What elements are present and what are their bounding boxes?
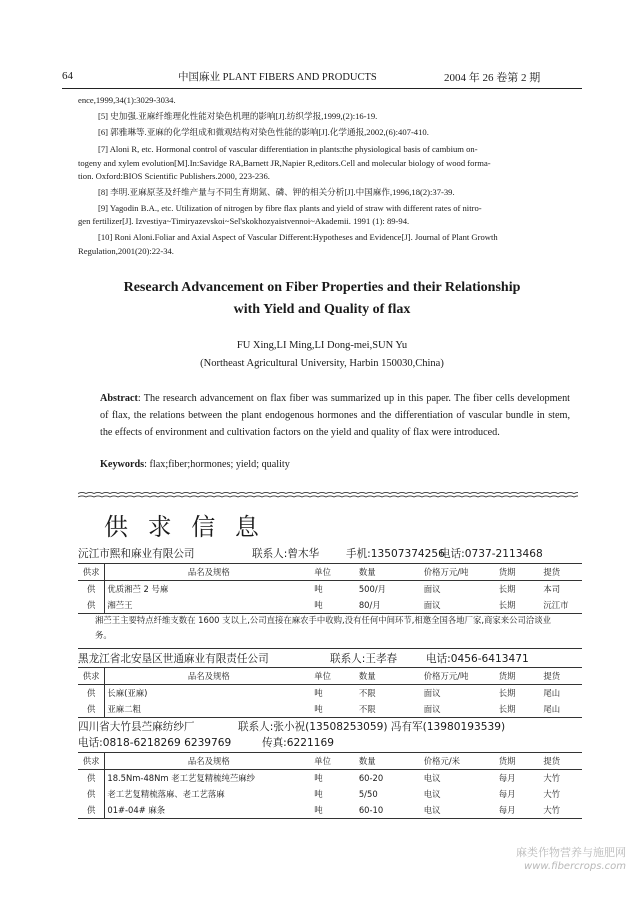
col-header: 品名及规格 bbox=[105, 753, 312, 770]
company1-name: 沅江市熙和麻业有限公司 bbox=[78, 548, 195, 560]
col-header: 货期 bbox=[497, 753, 542, 770]
cell: 每月 bbox=[498, 789, 516, 799]
cell: 大竹 bbox=[543, 789, 561, 799]
col-header: 供求 bbox=[78, 753, 105, 770]
company3-phone: 电话:0818-6218269 6239769 bbox=[78, 737, 232, 749]
supply-section-title: 供 求 信 息 bbox=[104, 513, 265, 541]
cell: 亚麻二粗 bbox=[107, 704, 141, 714]
cell: 60-20 bbox=[358, 773, 384, 783]
cell: 每月 bbox=[498, 773, 516, 783]
cell: 80/月 bbox=[358, 600, 381, 610]
table-row bbox=[78, 786, 582, 802]
article-title-line1: Research Advancement on Fiber Properties and their Relationship bbox=[123, 280, 521, 295]
cell: 长期 bbox=[498, 584, 516, 594]
cell: 面议 bbox=[423, 600, 441, 610]
reference-line: gen fertilizer[J]. Izvestiya~Timiryazevskoi~Sel'skokhozyaistvennoi~Akademii. 1991 (1): 89-94. bbox=[78, 216, 410, 226]
watermark-line2: www.fibercrops.com bbox=[524, 861, 626, 872]
cell: 吨 bbox=[314, 688, 323, 698]
article-authors: FU Xing,LI Ming,LI Dong-mei,SUN Yu bbox=[236, 340, 408, 351]
cell: 面议 bbox=[423, 688, 441, 698]
cell: 供 bbox=[78, 802, 105, 819]
col-header: 提货 bbox=[541, 753, 582, 770]
company3-table bbox=[78, 752, 582, 819]
col-header: 供求 bbox=[78, 564, 105, 581]
company1-contact: 联系人:曾木华 bbox=[252, 548, 320, 560]
table-row bbox=[78, 802, 582, 819]
company1-note: 湘苎王主要特点纤维支数在 1600 支以上,公司直接在麻农手中收购,没有任何中间环节,相邀全国各地厂家,商家来公司洽谈业务。 bbox=[95, 615, 552, 640]
cell: 本司 bbox=[543, 584, 561, 594]
col-header: 单位 bbox=[312, 564, 357, 581]
article-affiliation: (Northeast Agricultural University, Harbin 150030,China) bbox=[200, 358, 444, 369]
cell: 吨 bbox=[314, 789, 323, 799]
cell: 湘苎王 bbox=[107, 600, 133, 610]
site-watermark bbox=[516, 846, 626, 873]
table-header-row bbox=[78, 564, 582, 581]
abstract bbox=[100, 390, 570, 441]
cell: 优质湘苎 2 号麻 bbox=[107, 584, 169, 594]
cell: 沅江市 bbox=[543, 600, 569, 610]
header-rule bbox=[62, 88, 582, 89]
cell: 长期 bbox=[498, 688, 516, 698]
keywords-label: Keywords bbox=[100, 459, 145, 470]
reference-line: [8] 李明.亚麻原茎及纤维产量与不同生育期氮、磷、钾的相关分析[J].中国麻作,1996,18(2):37-39. bbox=[98, 187, 455, 197]
cell: 电议 bbox=[423, 789, 441, 799]
cell: 吨 bbox=[314, 704, 323, 714]
article-title-line2: with Yield and Quality of flax bbox=[233, 302, 411, 317]
reference-line: [6] 郭雅琳等.亚麻的化学组成和微观结构对染色性能的影响[J].化学通报,2002,(6):407-410. bbox=[98, 127, 429, 137]
cell: 供 bbox=[78, 786, 105, 802]
cell: 电议 bbox=[423, 773, 441, 783]
cell: 不限 bbox=[358, 704, 376, 714]
cell: 长期 bbox=[498, 600, 516, 610]
col-header: 数量 bbox=[357, 564, 422, 581]
col-header: 提货 bbox=[541, 564, 582, 581]
table-row bbox=[78, 581, 582, 598]
company3-contact: 联系人:张小祝(13508253059) 冯有军(13980193539) bbox=[238, 721, 506, 733]
cell: 面议 bbox=[423, 584, 441, 594]
col-header: 单位 bbox=[312, 753, 357, 770]
cell: 老工艺复精梳落麻、老工艺落麻 bbox=[107, 789, 225, 799]
col-header: 价格万元/吨 bbox=[422, 564, 497, 581]
page-number: 64 bbox=[62, 70, 73, 82]
cell: 大竹 bbox=[543, 805, 561, 815]
abstract-text: : The research advancement on flax fiber was summarized up in this paper. The fiber cells development of flax, the relations between the plant endogenous hormones and the differentiation of vascular bundle in stem, the effects of environment and cultivation factors on the yield and quality of flax were introduced. bbox=[100, 393, 570, 438]
watermark-line1: 麻类作物营养与施肥网 bbox=[516, 846, 626, 859]
company3-fax: 传真:6221169 bbox=[262, 737, 334, 749]
issue-info: 2004 年 26 卷第 2 期 bbox=[444, 72, 541, 84]
reference-line: [5] 史加强.亚麻纤维理化性能对染色机理的影响[J].纺织学报,1999,(2):16-19. bbox=[98, 111, 378, 121]
journal-name: 中国麻业 PLANT FIBERS AND PRODUCTS bbox=[178, 72, 377, 83]
table-header-row bbox=[78, 668, 582, 685]
cell: 大竹 bbox=[543, 773, 561, 783]
col-header: 货期 bbox=[497, 564, 542, 581]
cell: 60-10 bbox=[358, 805, 384, 815]
reference-line: ence,1999,34(1):3029-3034. bbox=[78, 95, 176, 105]
table-row bbox=[78, 770, 582, 787]
col-header: 提货 bbox=[541, 668, 582, 685]
cell: 长期 bbox=[498, 704, 516, 714]
cell: 供 bbox=[78, 701, 105, 718]
cell: 500/月 bbox=[358, 584, 387, 594]
col-header: 品名及规格 bbox=[105, 564, 312, 581]
cell: 5/50 bbox=[358, 789, 378, 799]
col-header: 数量 bbox=[357, 753, 422, 770]
company2-phone: 电话:0456-6413471 bbox=[426, 653, 529, 665]
cell: 吨 bbox=[314, 584, 323, 594]
reference-line: [9] Yagodin B.A., etc. Utilization of nitrogen by fibre flax plants and yield of straw with different rates of nitro- bbox=[98, 203, 482, 213]
cell: 电议 bbox=[423, 805, 441, 815]
cell: 供 bbox=[78, 581, 105, 598]
company2-name: 黑龙江省北安垦区世通麻业有限责任公司 bbox=[78, 653, 269, 665]
col-header: 供求 bbox=[78, 668, 105, 685]
company1-phone: 电话:0737-2113468 bbox=[440, 548, 543, 560]
cell: 18.5Nm-48Nm 老工艺复精梳纯苎麻纱 bbox=[107, 773, 255, 783]
company1-mobile: 手机:13507374256 bbox=[346, 548, 445, 560]
wavy-separator bbox=[78, 490, 578, 500]
company2-table bbox=[78, 667, 582, 718]
cell: 供 bbox=[78, 770, 105, 787]
reference-line: tion. Oxford:BIOS Scientific Publishers.2000, 223-236. bbox=[78, 171, 270, 181]
cell: 吨 bbox=[314, 600, 323, 610]
cell: 供 bbox=[78, 597, 105, 614]
reference-line: togeny and xylem evolution[M].In:Savidge RA,Barnett JR,Napier R,editors.Cell and molecular biology of wood forma- bbox=[78, 158, 491, 168]
cell: 每月 bbox=[498, 805, 516, 815]
company2-contact: 联系人:王孝春 bbox=[330, 653, 398, 665]
cell: 长麻(亚麻) bbox=[107, 688, 148, 698]
cell: 尾山 bbox=[543, 704, 561, 714]
cell: 不限 bbox=[358, 688, 376, 698]
col-header: 价格元/米 bbox=[422, 753, 497, 770]
cell: 供 bbox=[78, 685, 105, 702]
cell: 01#-04# 麻条 bbox=[107, 805, 166, 815]
table-row bbox=[78, 685, 582, 702]
col-header: 价格万元/吨 bbox=[422, 668, 497, 685]
col-header: 品名及规格 bbox=[105, 668, 312, 685]
article-title bbox=[62, 277, 582, 321]
table-header-row bbox=[78, 753, 582, 770]
keywords bbox=[100, 459, 290, 470]
cell: 面议 bbox=[423, 704, 441, 714]
table-row bbox=[78, 701, 582, 718]
reference-line: [10] Roni Aloni.Foliar and Axial Aspect of Vascular Different:Hypotheses and Evidence[J]. Journal of Plant Growth bbox=[98, 232, 498, 242]
cell: 吨 bbox=[314, 773, 323, 783]
col-header: 货期 bbox=[497, 668, 542, 685]
col-header: 数量 bbox=[357, 668, 422, 685]
reference-line: Regulation,2001(20):22-34. bbox=[78, 246, 174, 256]
cell: 尾山 bbox=[543, 688, 561, 698]
company1-table bbox=[78, 563, 582, 614]
cell: 吨 bbox=[314, 805, 323, 815]
col-header: 单位 bbox=[312, 668, 357, 685]
abstract-label: Abstract bbox=[100, 393, 138, 404]
company3-name: 四川省大竹县苎麻纺纱厂 bbox=[78, 721, 195, 733]
reference-line: [7] Aloni R, etc. Hormonal control of vascular differentiation in plants:the physiological basis of cambium on- bbox=[98, 144, 478, 154]
keywords-text: : flax;fiber;hormones; yield; quality bbox=[144, 459, 290, 470]
